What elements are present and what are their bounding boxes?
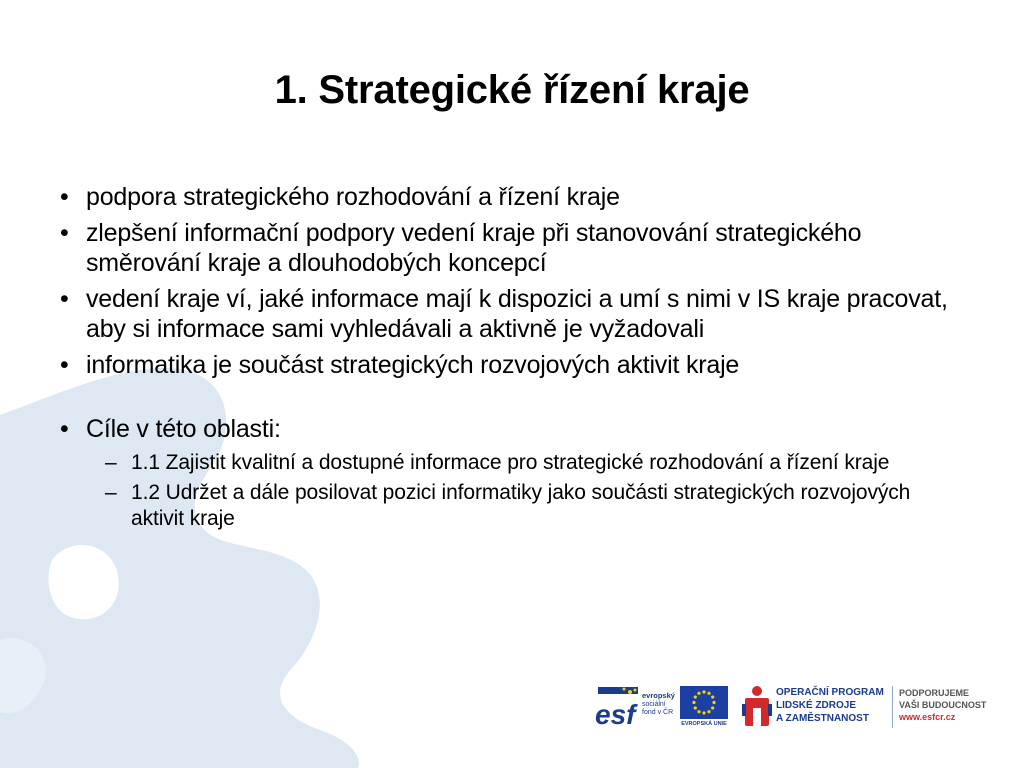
bullet-text: informatika je součást strategických rozvojových aktivit kraje [86,351,740,379]
bullet-text: zlepšení informační podpory vedení kraje při stanovování strategického směrování kraje a dlouhodobých koncepcí [86,219,862,277]
esf-logo-text: esf [595,699,636,730]
bullet-marker: • [60,219,69,247]
support-text: PODPORUJEME VAŠI BUDOUCNOST www.esfcr.cz [899,688,987,722]
slide-title: 1. Strategické řízení kraje [274,68,750,112]
bullet-item [60,350,960,380]
bullet-marker: • [60,415,69,443]
bullet-item [60,284,960,344]
sub-bullet-marker: – [105,481,117,504]
bullet-marker: • [60,183,69,211]
eu-logo [680,686,728,728]
bullet-text: vedení kraje ví, jaké informace mají k dispozici a umí s nimi v IS kraje pracovat, aby si informace sami vyhledávali a aktivně je vyžadovali [86,285,948,343]
bullet-item [60,218,960,278]
eu-stars-icon [680,686,728,719]
goal-text: 1.1 Zajistit kvalitní a dostupné informace pro strategické rozhodování a řízení kraje [131,451,890,474]
op-program-icon [742,684,772,728]
goal-item [105,480,960,532]
funding-logos-bar [594,684,1004,730]
bullet-marker: • [60,285,69,313]
sub-bullet-marker: – [105,451,117,474]
bullet-text: podpora strategického rozhodování a řízení kraje [86,183,620,211]
logo-divider [892,686,893,728]
esf-caption: evropský sociální fond v ČR [642,691,675,716]
eu-caption: EVROPSKÁ UNIE [681,721,727,727]
bullet-marker: • [60,351,69,379]
op-program-text: OPERAČNÍ PROGRAM LIDSKÉ ZDROJE A ZAMĚSTNANOST [776,687,884,724]
goal-item [105,450,960,476]
puzzle-knob [48,545,118,619]
slide-body [60,182,960,532]
esf-logo-icon [594,684,642,730]
goals-label: Cíle v této oblasti: [86,415,281,443]
esf-logo [594,684,674,730]
goal-text: 1.2 Udržet a dále posilovat pozici informatiky jako součásti strategických rozvojových aktivit kraje [131,481,911,530]
goals-heading [60,414,960,444]
bullet-item [60,182,960,212]
esf-url-link[interactable]: www.esfcr.cz [899,712,956,722]
eu-flag [680,686,728,719]
